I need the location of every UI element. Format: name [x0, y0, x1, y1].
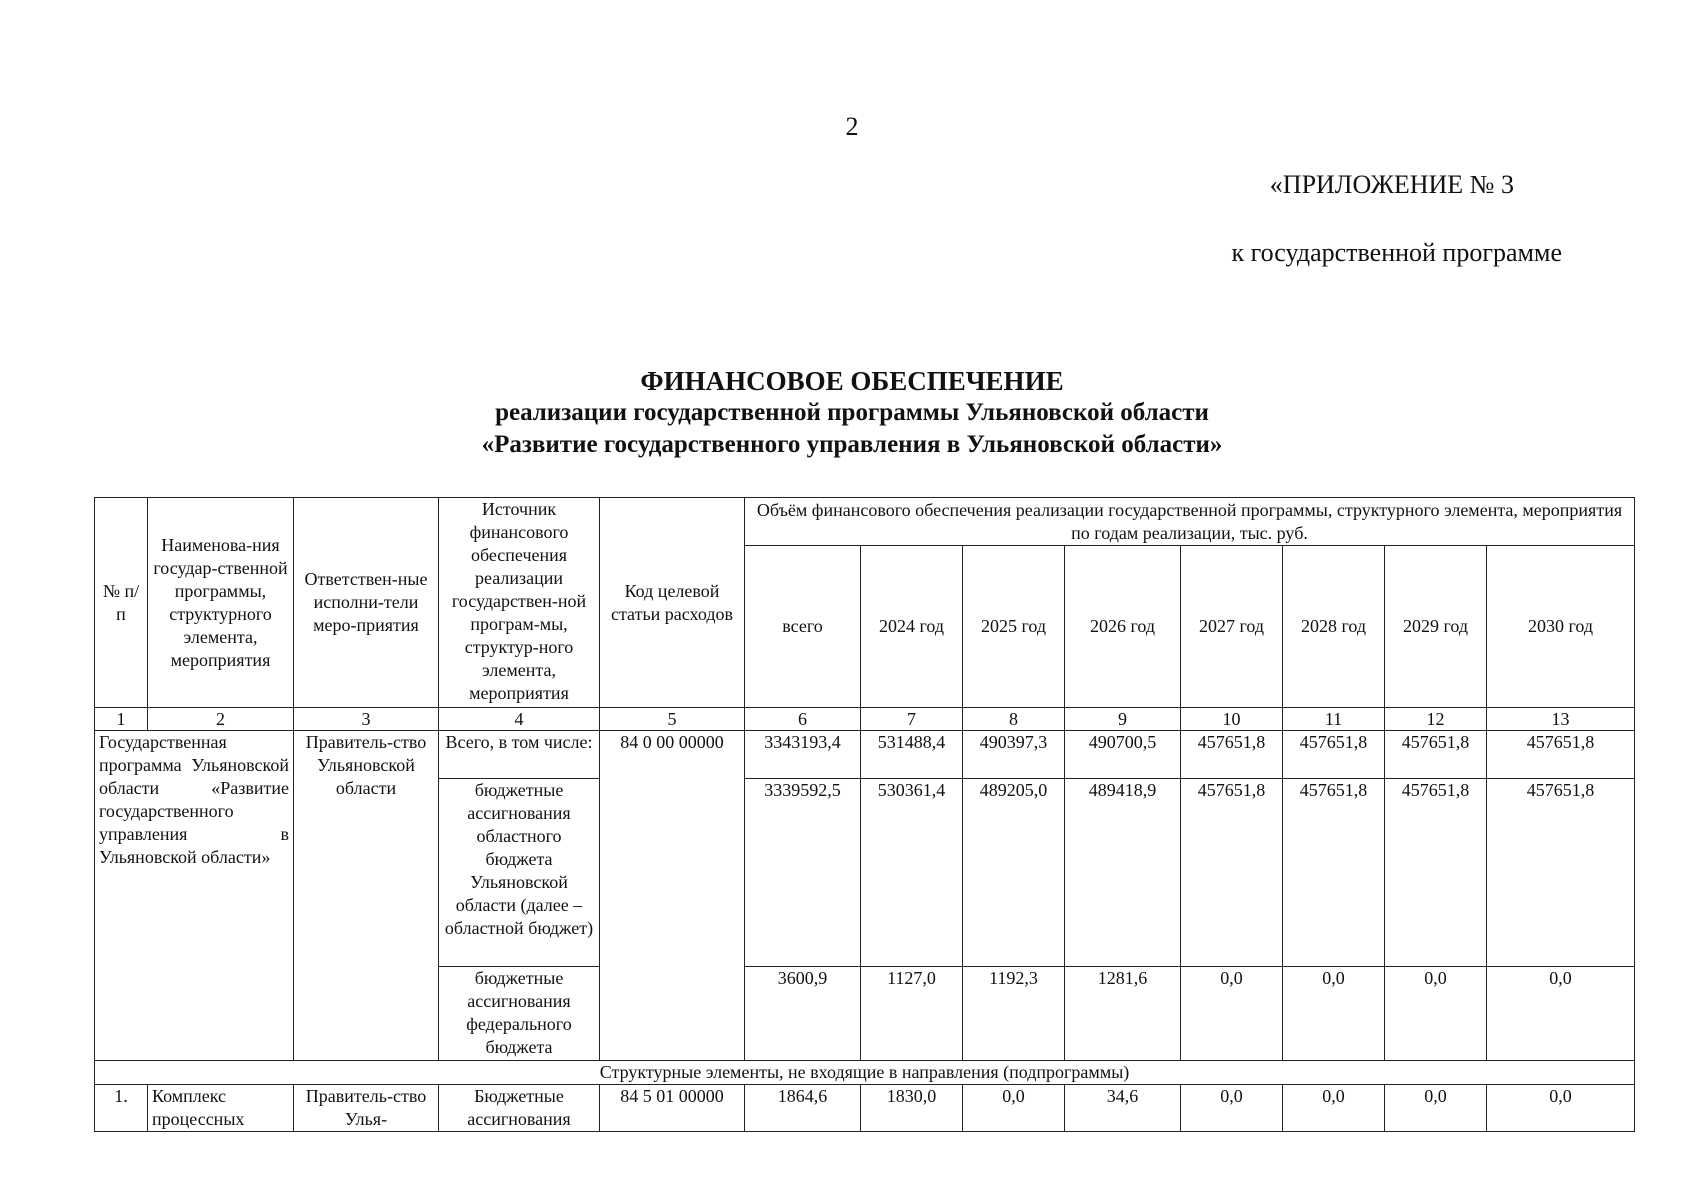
- source-cell: бюджетные ассигнования областного бюджета Ульяновской области (далее – областной бюджет): [439, 779, 600, 967]
- title-line-1: ФИНАНСОВОЕ ОБЕСПЕЧЕНИЕ: [640, 366, 1064, 396]
- section-title: Структурные элементы, не входящие в направления (подпрограммы): [95, 1061, 1635, 1085]
- column-number: 13: [1487, 708, 1635, 731]
- value-cell: 34,6: [1065, 1085, 1181, 1132]
- title-line-2: реализации государственной программы Ульяновской области: [495, 399, 1209, 426]
- column-number: 7: [861, 708, 963, 731]
- value-cell: 457651,8: [1181, 731, 1283, 779]
- item-code: 84 5 01 00000: [600, 1085, 745, 1132]
- value-cell: 489205,0: [963, 779, 1065, 967]
- column-number: 2: [148, 708, 294, 731]
- value-cell: 1864,6: [745, 1085, 861, 1132]
- column-number: 5: [600, 708, 745, 731]
- header-2030: 2030 год: [1487, 546, 1635, 708]
- value-cell: 457651,8: [1283, 731, 1385, 779]
- table-row: [95, 731, 1635, 779]
- value-cell: 0,0: [1385, 967, 1487, 1061]
- value-cell: 0,0: [1181, 967, 1283, 1061]
- value-cell: 0,0: [1487, 1085, 1635, 1132]
- source-cell: бюджетные ассигнования федерального бюджета: [439, 967, 600, 1061]
- column-number: 4: [439, 708, 600, 731]
- value-cell: 457651,8: [1487, 731, 1635, 779]
- header-2028: 2028 год: [1283, 546, 1385, 708]
- value-cell: 531488,4: [861, 731, 963, 779]
- column-number: 10: [1181, 708, 1283, 731]
- value-cell: 1281,6: [1065, 967, 1181, 1061]
- header-2029: 2029 год: [1385, 546, 1487, 708]
- value-cell: 3600,9: [745, 967, 861, 1061]
- header-2027: 2027 год: [1181, 546, 1283, 708]
- program-responsible: Правитель-ство Ульяновской области: [294, 731, 439, 1061]
- value-cell: 490397,3: [963, 731, 1065, 779]
- column-number: 8: [963, 708, 1065, 731]
- value-cell: 457651,8: [1385, 731, 1487, 779]
- column-number: 3: [294, 708, 439, 731]
- value-cell: 3343193,4: [745, 731, 861, 779]
- value-cell: 490700,5: [1065, 731, 1181, 779]
- header-2024: 2024 год: [861, 546, 963, 708]
- table-row: [95, 1085, 1635, 1132]
- value-cell: 1127,0: [861, 967, 963, 1061]
- value-cell: 0,0: [963, 1085, 1065, 1132]
- value-cell: 3339592,5: [745, 779, 861, 967]
- header-total: всего: [745, 546, 861, 708]
- appendix-subtitle: к государственной программе: [1231, 238, 1562, 267]
- column-number: 12: [1385, 708, 1487, 731]
- page-number: 2: [845, 112, 859, 141]
- value-cell: 0,0: [1283, 967, 1385, 1061]
- value-cell: 1830,0: [861, 1085, 963, 1132]
- header-2025: 2025 год: [963, 546, 1065, 708]
- item-num: 1.: [95, 1085, 148, 1132]
- item-source: Бюджетные ассигнования: [439, 1085, 600, 1132]
- item-responsible: Правитель-ство Улья-: [294, 1085, 439, 1132]
- value-cell: 457651,8: [1181, 779, 1283, 967]
- column-numbers-row: [95, 708, 1635, 731]
- section-row: [95, 1061, 1635, 1085]
- value-cell: 0,0: [1283, 1085, 1385, 1132]
- header-name: Наименова-ния государ-ственной программы, структурного элемента, мероприятия: [148, 498, 294, 708]
- appendix-label: «ПРИЛОЖЕНИЕ № 3: [1269, 170, 1514, 199]
- financing-table: [94, 497, 1635, 1132]
- value-cell: 0,0: [1487, 967, 1635, 1061]
- item-name: Комплекс процессных: [148, 1085, 294, 1132]
- header-code: Код целевой статьи расходов: [600, 498, 745, 708]
- value-cell: 457651,8: [1283, 779, 1385, 967]
- header-source: Источник финансового обеспечения реализации государствен-ной програм-мы, структур-ного элемента, мероприятия: [439, 498, 600, 708]
- header-num: № п/п: [95, 498, 148, 708]
- value-cell: 1192,3: [963, 967, 1065, 1061]
- column-number: 11: [1283, 708, 1385, 731]
- program-code: 84 0 00 00000: [600, 731, 745, 1061]
- title-line-3: «Развитие государственного управления в Ульяновской области»: [481, 431, 1223, 458]
- value-cell: 489418,9: [1065, 779, 1181, 967]
- value-cell: 0,0: [1385, 1085, 1487, 1132]
- value-cell: 457651,8: [1487, 779, 1635, 967]
- column-number: 1: [95, 708, 148, 731]
- document-title: [0, 365, 1704, 461]
- header-2026: 2026 год: [1065, 546, 1181, 708]
- column-number: 6: [745, 708, 861, 731]
- value-cell: 0,0: [1181, 1085, 1283, 1132]
- header-responsible: Ответствен-ные исполни-тели меро-приятия: [294, 498, 439, 708]
- value-cell: 457651,8: [1385, 779, 1487, 967]
- column-number: 9: [1065, 708, 1181, 731]
- source-cell: Всего, в том числе:: [439, 731, 600, 779]
- program-name: Государственная программа Ульяновской области «Развитие государственного управления в Ульяновской области»: [95, 731, 294, 1061]
- value-cell: 530361,4: [861, 779, 963, 967]
- header-volume: Объём финансового обеспечения реализации государственной программы, структурного элемента, мероприятия по годам реализации, тыс. руб.: [745, 498, 1635, 546]
